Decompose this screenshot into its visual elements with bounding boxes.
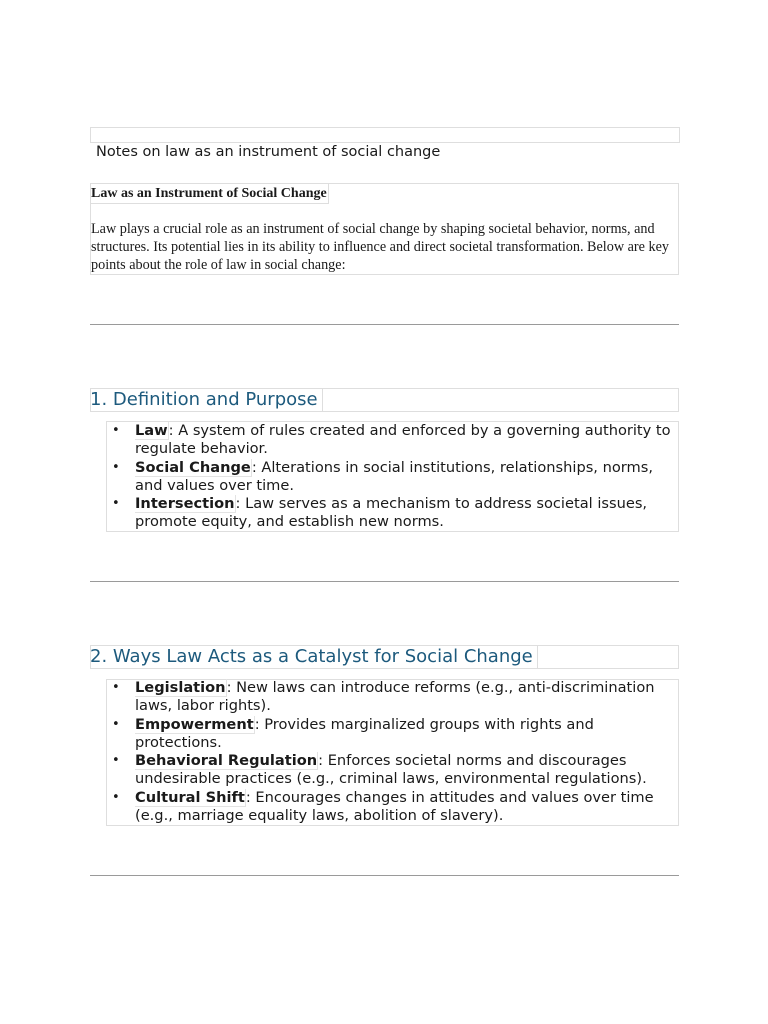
catalyst-list xyxy=(106,679,676,825)
list-item-term: Legislation xyxy=(135,679,226,696)
list-item-text: : Enforces societal norms and discourages undesirable practices (e.g., criminal laws, environmental regulations). xyxy=(135,752,647,788)
list-item xyxy=(106,716,676,753)
list-item-text: : Alterations in social institutions, relationships, norms, and values over time. xyxy=(135,458,653,494)
list-item-text: : Encourages changes in attitudes and values over time (e.g., marriage equality laws, abolition of slavery). xyxy=(135,788,654,825)
list-item-text: : Provides marginalized groups with rights and protections. xyxy=(135,715,594,751)
list-item-term: Cultural Shift xyxy=(135,788,245,806)
list-item-term: Behavioral Regulation xyxy=(135,752,318,770)
divider xyxy=(90,875,679,876)
list-item-term: Intersection xyxy=(135,495,235,513)
section-heading-catalyst: 2. Ways Law Acts as a Catalyst for Social Change xyxy=(90,646,538,668)
list-item xyxy=(106,789,676,826)
section-heading-definition: 1. Definition and Purpose xyxy=(90,389,323,411)
title-frame xyxy=(90,127,680,143)
bullet-icon: • xyxy=(112,789,120,805)
list-item-term: Empowerment xyxy=(135,715,254,733)
definition-list xyxy=(106,422,676,532)
intro-heading: Law as an Instrument of Social Change xyxy=(90,184,329,204)
list-item-text: : New laws can introduce reforms (e.g., anti-discrimination laws, labor rights). xyxy=(135,679,655,715)
list-item-text: : A system of rules created and enforced by a governing authority to regulate behavior. xyxy=(135,422,671,458)
list-item-term: Social Change xyxy=(135,458,251,476)
divider xyxy=(90,324,679,325)
intro-paragraph: Law plays a crucial role as an instrument of social change by shaping societal behavior, norms, and structures. Its potential lies in its ability to influence and direct societal transformation. Below are key points about the role of law in social change: xyxy=(91,221,669,273)
bullet-icon: • xyxy=(112,423,120,438)
list-item xyxy=(106,495,676,532)
bullet-icon: • xyxy=(112,459,120,475)
list-item-text: : Law serves as a mechanism to address societal issues, promote equity, and establish new norms. xyxy=(135,495,648,531)
page-title: Notes on law as an instrument of social change xyxy=(96,144,441,160)
list-item-term: Law xyxy=(135,422,168,439)
bullet-icon: • xyxy=(112,680,120,695)
bullet-icon: • xyxy=(112,753,120,769)
list-item xyxy=(106,422,676,459)
bullet-icon: • xyxy=(112,716,120,732)
list-item xyxy=(106,752,676,789)
divider xyxy=(90,581,679,582)
bullet-icon: • xyxy=(112,496,120,512)
list-item xyxy=(106,459,676,496)
list-item xyxy=(106,679,676,716)
